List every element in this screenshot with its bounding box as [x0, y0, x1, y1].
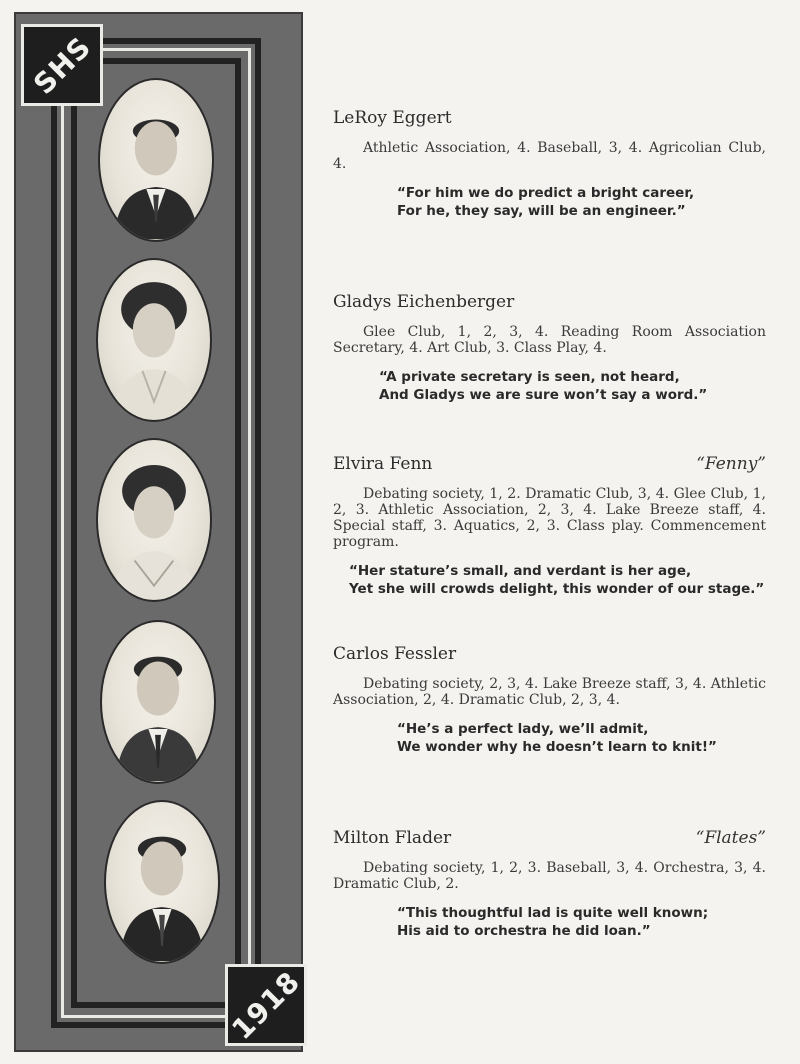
student-quote	[333, 368, 766, 404]
quote-line: His aid to orchestra he did loan.”	[397, 923, 651, 939]
student-entry	[333, 828, 766, 940]
quote-line: For he, they say, will be an engineer.”	[397, 203, 686, 219]
quote-line: Yet she will crowds delight, this wonder of our stage.”	[349, 581, 765, 597]
student-entry	[333, 644, 766, 756]
quote-line: “He’s a perfect lady, we’ll admit,	[397, 721, 649, 737]
portrait-strip	[14, 12, 307, 1052]
portrait-carlos-fessler	[100, 620, 216, 784]
portrait-leroy-eggert	[98, 78, 214, 242]
school-badge	[21, 24, 103, 106]
student-quote	[333, 562, 766, 598]
student-activities: Glee Club, 1, 2, 3, 4. Reading Room Association Secretary, 4. Art Club, 3. Class Play, 4.	[333, 324, 766, 356]
student-name: Milton Flader	[333, 828, 452, 848]
student-quote	[333, 184, 766, 220]
student-nickname: “Fenny”	[696, 454, 766, 474]
student-name: Elvira Fenn	[333, 454, 433, 474]
school-initials: SHS	[26, 29, 98, 101]
student-name: Carlos Fessler	[333, 644, 457, 664]
portrait-elvira-fenn	[96, 438, 212, 602]
student-nickname: “Flates”	[695, 828, 766, 848]
student-name: Gladys Eichenberger	[333, 292, 515, 312]
name-row	[333, 828, 766, 848]
student-name: LeRoy Eggert	[333, 108, 452, 128]
year-badge	[225, 964, 307, 1046]
name-row	[333, 454, 766, 474]
name-row	[333, 644, 766, 664]
quote-line: “This thoughtful lad is quite well known;	[397, 905, 709, 921]
student-activities: Debating society, 2, 3, 4. Lake Breeze staff, 3, 4. Athletic Association, 2, 4. Dramatic Club, 2, 3, 4.	[333, 676, 766, 708]
student-entry	[333, 454, 766, 598]
student-activities: Athletic Association, 4. Baseball, 3, 4. Agricolian Club, 4.	[333, 140, 766, 172]
quote-line: And Gladys we are sure won’t say a word.”	[379, 387, 708, 403]
quote-line: “A private secretary is seen, not heard,	[379, 369, 680, 385]
class-year: 1918	[225, 964, 307, 1046]
name-row	[333, 292, 766, 312]
portrait-gladys-eichenberger	[96, 258, 212, 422]
student-activities: Debating society, 1, 2, 3. Baseball, 3, 4. Orchestra, 3, 4. Dramatic Club, 2.	[333, 860, 766, 892]
student-entry	[333, 292, 766, 404]
quote-line: “Her stature’s small, and verdant is her age,	[349, 563, 692, 579]
quote-line: We wonder why he doesn’t learn to knit!”	[397, 739, 717, 755]
student-entry	[333, 108, 766, 220]
student-activities: Debating society, 1, 2. Dramatic Club, 3, 4. Glee Club, 1, 2, 3. Athletic Association, 2, 3, 4. Lake Breeze staff, 4. Special staff, 3. Aquatics, 2, 3. Class play. Commencement program.	[333, 486, 766, 550]
quote-line: “For him we do predict a bright career,	[397, 185, 695, 201]
name-row	[333, 108, 766, 128]
student-quote	[333, 904, 766, 940]
portrait-milton-flader	[104, 800, 220, 964]
student-quote	[333, 720, 766, 756]
